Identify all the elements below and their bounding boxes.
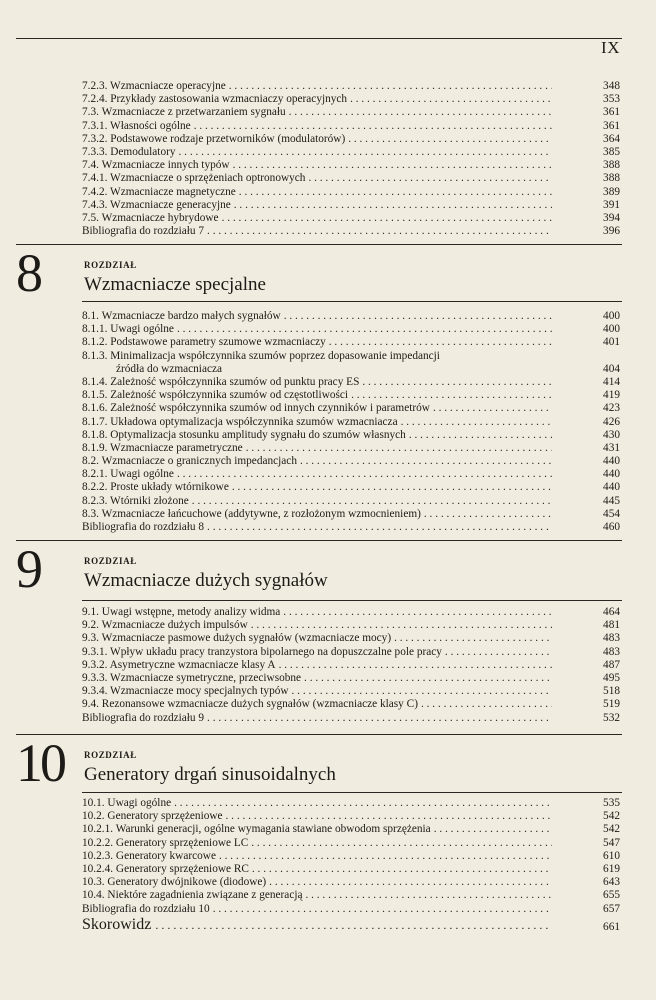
dot-leader <box>219 850 552 863</box>
entry-title: Generatory sprzężeniowe RC <box>115 862 249 875</box>
entry-page-number: 430 <box>603 428 620 441</box>
entry-title: Rezonansowe wzmacniacze dużych sygnałów (wzmacniacze klasy C) <box>101 698 418 711</box>
entry-page-number: 394 <box>603 211 620 224</box>
entry-title: Wzmacniacze dużych impulsów <box>101 619 248 632</box>
entry-title: Wzmacniacze innych typów <box>101 159 230 172</box>
toc-entry[interactable] <box>82 876 620 889</box>
dot-leader <box>229 80 552 93</box>
entry-page-number: 619 <box>603 862 620 875</box>
toc-entry[interactable] <box>82 481 620 494</box>
dot-leader <box>305 889 552 902</box>
dot-leader <box>434 823 552 836</box>
toc-entry[interactable] <box>82 889 620 902</box>
entry-number: 7.4.3. <box>82 198 108 211</box>
entry-number: 8.2.1. <box>82 468 108 481</box>
entry-page-number: 532 <box>603 711 620 724</box>
dot-leader <box>351 389 552 402</box>
toc-entry[interactable] <box>82 468 620 481</box>
entry-number: 9.3.2. <box>82 658 108 671</box>
chapter-rule-top <box>16 734 622 735</box>
entry-number: 8.1.1. <box>82 323 108 336</box>
entry-page-number: 481 <box>603 619 620 632</box>
toc-entry[interactable] <box>82 402 620 415</box>
entry-page-number: 426 <box>603 415 620 428</box>
entry-page-number: 535 <box>603 797 620 809</box>
entry-page-number: 361 <box>603 106 620 119</box>
dot-leader <box>232 481 552 494</box>
entry-title: Uwagi ogólne <box>110 468 174 481</box>
entry-page-number: 423 <box>603 402 620 415</box>
dot-leader <box>409 429 552 442</box>
entry-page-number: 400 <box>603 310 620 322</box>
entry-page-number: 542 <box>603 823 620 836</box>
entry-page-number: 657 <box>603 902 620 915</box>
entry-number: 10.2.3. <box>82 849 114 862</box>
entry-page-number: 404 <box>603 362 620 375</box>
dot-leader <box>177 468 552 481</box>
toc-entry[interactable] <box>82 850 620 863</box>
dot-leader <box>329 336 552 349</box>
toc-entry[interactable] <box>82 212 620 225</box>
entry-title: Wzmacniacze magnetyczne <box>110 185 236 198</box>
entry-title: Wzmacniacze bardzo małych sygnałów <box>101 310 281 322</box>
entry-page-number: 396 <box>603 225 620 238</box>
entry-page-number: 385 <box>603 145 620 158</box>
entry-title: Wzmacniacze parametryczne <box>110 441 243 454</box>
entry-page-number: 483 <box>603 632 620 645</box>
index-page-number: 661 <box>603 921 620 933</box>
toc-entry[interactable] <box>82 93 620 106</box>
entry-title: Wpływ układu pracy tranzystora bipolarnego na dopuszczalne pole pracy <box>110 645 442 658</box>
entry-page-number: 610 <box>603 849 620 862</box>
entry-title: Bibliografia do rozdziału 8 <box>82 521 205 534</box>
entry-number: 7.4.2. <box>82 185 108 198</box>
dot-leader <box>194 120 552 133</box>
entry-title: Podstawowe rodzaje przetworników (modulatorów) <box>110 132 346 145</box>
entry-page-number: 400 <box>603 323 620 336</box>
chapter-number: 9 <box>16 539 43 599</box>
entry-number: 8.2. <box>82 455 99 468</box>
entry-page-number: 440 <box>603 481 620 494</box>
toc-entry[interactable] <box>82 606 620 619</box>
entry-number: 8.1.8. <box>82 428 108 441</box>
toc-entry[interactable] <box>82 659 620 672</box>
entry-page-number: 655 <box>603 889 620 902</box>
toc-entry[interactable] <box>82 199 620 212</box>
entry-title: Wtórniki złożone <box>110 494 189 507</box>
dot-leader <box>300 455 552 468</box>
toc-entry[interactable] <box>82 416 620 429</box>
entry-number: 8.2.3. <box>82 494 108 507</box>
entry-number: 10.2.1. <box>82 823 114 836</box>
toc-entry[interactable] <box>82 186 620 199</box>
dot-leader <box>292 685 552 698</box>
toc-index-entry[interactable] <box>82 915 620 935</box>
chapter-label: ROZDZIAŁ <box>84 750 137 760</box>
dot-leader <box>279 659 552 672</box>
chapter-label: ROZDZIAŁ <box>84 260 137 270</box>
entry-number: 7.3.3. <box>82 145 108 158</box>
dot-leader <box>424 508 552 521</box>
entry-page-number: 547 <box>603 836 620 849</box>
entry-number: 10.4. <box>82 889 105 902</box>
toc-entry[interactable] <box>82 159 620 172</box>
toc-chapter-8 <box>82 310 620 534</box>
toc-entry[interactable] <box>82 336 620 349</box>
entry-page-number: 454 <box>603 507 620 520</box>
chapter-number: 8 <box>16 243 43 303</box>
toc-entry[interactable] <box>82 632 620 645</box>
entry-title: Generatory kwarcowe <box>115 849 216 862</box>
entry-page-number: 440 <box>603 455 620 468</box>
entry-page-number: 389 <box>603 185 620 198</box>
entry-number: 8.1. <box>82 310 99 322</box>
entry-page-number: 460 <box>603 521 620 534</box>
entry-title: Własności ogólne <box>110 119 191 132</box>
dot-leader <box>192 495 552 508</box>
dot-leader <box>174 797 552 810</box>
entry-title: Bibliografia do rozdziału 7 <box>82 225 205 238</box>
entry-number: 8.1.2. <box>82 336 108 349</box>
header-rule <box>16 38 622 39</box>
toc-entry[interactable] <box>82 120 620 133</box>
dot-leader <box>421 698 552 711</box>
entry-title: Uwagi ogólne <box>110 323 174 336</box>
chapter-title: Wzmacniacze dużych sygnałów <box>84 570 328 591</box>
toc-chapter-9 <box>82 606 620 725</box>
dot-leader <box>155 915 552 935</box>
entry-title: Uwagi ogólne <box>107 797 172 809</box>
dot-leader <box>362 376 552 389</box>
entry-number: 7.3.1. <box>82 119 108 132</box>
chapter-rule-bottom <box>82 301 622 302</box>
entry-number: 10.2. <box>82 810 105 823</box>
dot-leader <box>213 903 552 916</box>
toc-entry[interactable] <box>82 133 620 146</box>
entry-title: Generatory sprzężeniowe <box>107 810 223 823</box>
dot-leader <box>394 632 552 645</box>
dot-leader <box>226 810 552 823</box>
entry-number: 8.1.3. <box>82 349 108 362</box>
entry-title: Wzmacniacze symetryczne, przeciwsobne <box>110 671 302 684</box>
entry-page-number: 487 <box>603 658 620 671</box>
entry-title: Generatory dwójnikowe (diodowe) <box>107 876 267 889</box>
dot-leader <box>304 672 552 685</box>
entry-number: 10.2.2. <box>82 836 114 849</box>
dot-leader <box>401 416 552 429</box>
entry-number: 8.1.4. <box>82 375 108 388</box>
dot-leader <box>350 93 552 106</box>
entry-title: Wzmacniacze pasmowe dużych sygnałów (wzmacniacze mocy) <box>101 632 392 645</box>
dot-leader <box>179 146 552 159</box>
entry-title: Wzmacniacze generacyjne <box>110 198 231 211</box>
entry-title: Zależność współczynnika szumów od innych czynników i parametrów <box>110 402 430 415</box>
dot-leader <box>207 521 552 534</box>
entry-title: Wzmacniacze operacyjne <box>110 80 226 92</box>
entry-title-continued: źródła do wzmacniacza <box>116 362 223 375</box>
entry-number: 8.3. <box>82 507 99 520</box>
toc-entry[interactable] <box>82 797 620 810</box>
entry-title: Niektóre zagadnienia związane z generacją <box>107 889 303 902</box>
entry-title: Wzmacniacze o sprzężeniach optronowych <box>110 172 306 185</box>
entry-title: Wzmacniacze o granicznych impedancjach <box>101 455 297 468</box>
entry-title: Układowa optymalizacja współczynnika szumów wzmacniacza <box>110 415 398 428</box>
dot-leader <box>233 159 552 172</box>
entry-title: Wzmacniacze mocy specjalnych typów <box>110 685 289 698</box>
toc-entry[interactable] <box>82 80 620 93</box>
entry-title: Warunki generacji, ogólne wymagania stawiane obwodom sprzężenia <box>115 823 431 836</box>
toc-entry[interactable] <box>82 225 620 238</box>
index-title: Skorowidz <box>82 916 152 933</box>
entry-page-number: 518 <box>603 685 620 698</box>
entry-page-number: 388 <box>603 172 620 185</box>
entry-number: 9.4. <box>82 698 99 711</box>
dot-leader <box>283 606 552 619</box>
entry-page-number: 419 <box>603 389 620 402</box>
entry-title: Generatory sprzężeniowe LC <box>115 836 249 849</box>
entry-title: Bibliografia do rozdziału 9 <box>82 711 205 724</box>
entry-title: Wzmacniacze łańcuchowe (addytywne, z rozłożonym wzmocnieniem) <box>101 507 421 520</box>
entry-title: Bibliografia do rozdziału 10 <box>82 902 210 915</box>
entry-page-number: 414 <box>603 375 620 388</box>
entry-number: 7.3. <box>82 106 99 119</box>
chapter-label: ROZDZIAŁ <box>84 556 137 566</box>
toc-entry[interactable] <box>82 903 620 916</box>
entry-page-number: 361 <box>603 119 620 132</box>
toc-entry[interactable] <box>82 350 620 376</box>
toc-entry[interactable] <box>82 698 620 711</box>
entry-title: Optymalizacja stosunku amplitudy sygnału do szumów własnych <box>110 428 406 441</box>
dot-leader <box>284 310 552 323</box>
toc-entry[interactable] <box>82 442 620 455</box>
entry-page-number: 643 <box>603 876 620 889</box>
toc-entry[interactable] <box>82 146 620 159</box>
toc-entry[interactable] <box>82 521 620 534</box>
entry-title: Wzmacniacze z przetwarzaniem sygnału <box>101 106 286 119</box>
entry-title: Asymetryczne wzmacniacze klasy A <box>109 658 276 671</box>
chapter-rule-bottom <box>82 600 622 601</box>
entry-title: Uwagi wstępne, metody analizy widma <box>101 606 281 618</box>
dot-leader <box>308 172 552 185</box>
toc-entry[interactable] <box>82 106 620 119</box>
toc-entry[interactable] <box>82 685 620 698</box>
dot-leader <box>222 212 552 225</box>
dot-leader <box>177 323 552 336</box>
dot-leader <box>252 863 552 876</box>
entry-title: Zależność współczynnika szumów od punktu pracy ES <box>110 375 360 388</box>
chapter-rule-top <box>16 540 622 541</box>
entry-page-number: 388 <box>603 159 620 172</box>
entry-page-number: 464 <box>603 606 620 618</box>
page-number: IX <box>601 38 620 57</box>
toc-entry[interactable] <box>82 672 620 685</box>
entry-page-number: 401 <box>603 336 620 349</box>
toc-entry[interactable] <box>82 646 620 659</box>
dot-leader <box>251 619 552 632</box>
toc-chapter-10 <box>82 797 620 916</box>
entry-number: 7.5. <box>82 211 99 224</box>
entry-number: 8.1.6. <box>82 402 108 415</box>
dot-leader <box>239 186 552 199</box>
toc-entry[interactable] <box>82 508 620 521</box>
entry-number: 8.1.9. <box>82 441 108 454</box>
entry-number: 9.3.4. <box>82 685 108 698</box>
entry-number: 10.2.4. <box>82 862 114 875</box>
entry-title: Proste układy wtórnikowe <box>110 481 229 494</box>
entry-number: 10.3. <box>82 876 105 889</box>
toc-chapter-7-tail <box>82 80 620 238</box>
entry-number: 7.4.1. <box>82 172 108 185</box>
entry-title: Demodulatory <box>110 145 176 158</box>
toc-entry[interactable] <box>82 810 620 823</box>
dot-leader <box>269 876 552 889</box>
toc-entry[interactable] <box>82 837 620 850</box>
toc-entry[interactable] <box>82 712 620 725</box>
entry-number: 8.1.7. <box>82 415 108 428</box>
entry-number: 9.2. <box>82 619 99 632</box>
entry-number: 9.1. <box>82 606 99 618</box>
toc-entry[interactable] <box>82 172 620 185</box>
entry-page-number: 391 <box>603 198 620 211</box>
toc-entry[interactable] <box>82 323 620 336</box>
dot-leader <box>251 837 552 850</box>
entry-number: 7.4. <box>82 159 99 172</box>
entry-title: Podstawowe parametry szumowe wzmacniaczy <box>110 336 326 349</box>
entry-page-number: 440 <box>603 468 620 481</box>
toc-entry[interactable] <box>82 823 620 836</box>
toc-entry[interactable] <box>82 310 620 323</box>
entry-page-number: 519 <box>603 698 620 711</box>
entry-title: Wzmacniacze hybrydowe <box>101 211 219 224</box>
toc-entry[interactable] <box>82 429 620 442</box>
entry-page-number: 348 <box>603 80 620 92</box>
dot-leader <box>433 402 552 415</box>
dot-leader <box>445 646 552 659</box>
toc-entry[interactable] <box>82 495 620 508</box>
toc-entry[interactable] <box>82 619 620 632</box>
chapter-title: Generatory drgań sinusoidalnych <box>84 764 336 785</box>
chapter-number: 10 <box>16 733 64 793</box>
entry-number: 9.3. <box>82 632 99 645</box>
entry-number: 9.3.1. <box>82 645 108 658</box>
entry-title: Zależność współczynnika szumów od częstotliwości <box>110 389 349 402</box>
dot-leader <box>246 442 552 455</box>
entry-page-number: 431 <box>603 441 620 454</box>
chapter-title: Wzmacniacze specjalne <box>84 274 266 295</box>
entry-page-number: 353 <box>603 93 620 106</box>
entry-number: 8.2.2. <box>82 481 108 494</box>
dot-leader <box>289 106 552 119</box>
dot-leader <box>207 712 552 725</box>
toc-entry[interactable] <box>82 455 620 468</box>
entry-title: Przykłady zastosowania wzmacniaczy operacyjnych <box>110 93 348 106</box>
dot-leader <box>234 199 552 212</box>
dot-leader <box>348 133 552 146</box>
toc-entry[interactable] <box>82 376 620 389</box>
entry-title: Minimalizacja współczynnika szumów poprzez dopasowanie impedancji <box>110 349 440 362</box>
chapter-rule-top <box>16 244 622 245</box>
toc-entry[interactable] <box>82 863 620 876</box>
toc-entry[interactable] <box>82 389 620 402</box>
entry-number: 8.1.5. <box>82 389 108 402</box>
entry-number: 7.2.4. <box>82 93 108 106</box>
entry-number: 10.1. <box>82 797 105 809</box>
entry-number: 9.3.3. <box>82 671 108 684</box>
entry-page-number: 445 <box>603 494 620 507</box>
chapter-rule-bottom <box>82 792 622 793</box>
entry-number: 7.3.2. <box>82 132 108 145</box>
entry-page-number: 542 <box>603 810 620 823</box>
entry-number: 7.2.3. <box>82 80 108 92</box>
dot-leader <box>207 225 552 238</box>
entry-page-number: 364 <box>603 132 620 145</box>
entry-page-number: 495 <box>603 671 620 684</box>
entry-page-number: 483 <box>603 645 620 658</box>
